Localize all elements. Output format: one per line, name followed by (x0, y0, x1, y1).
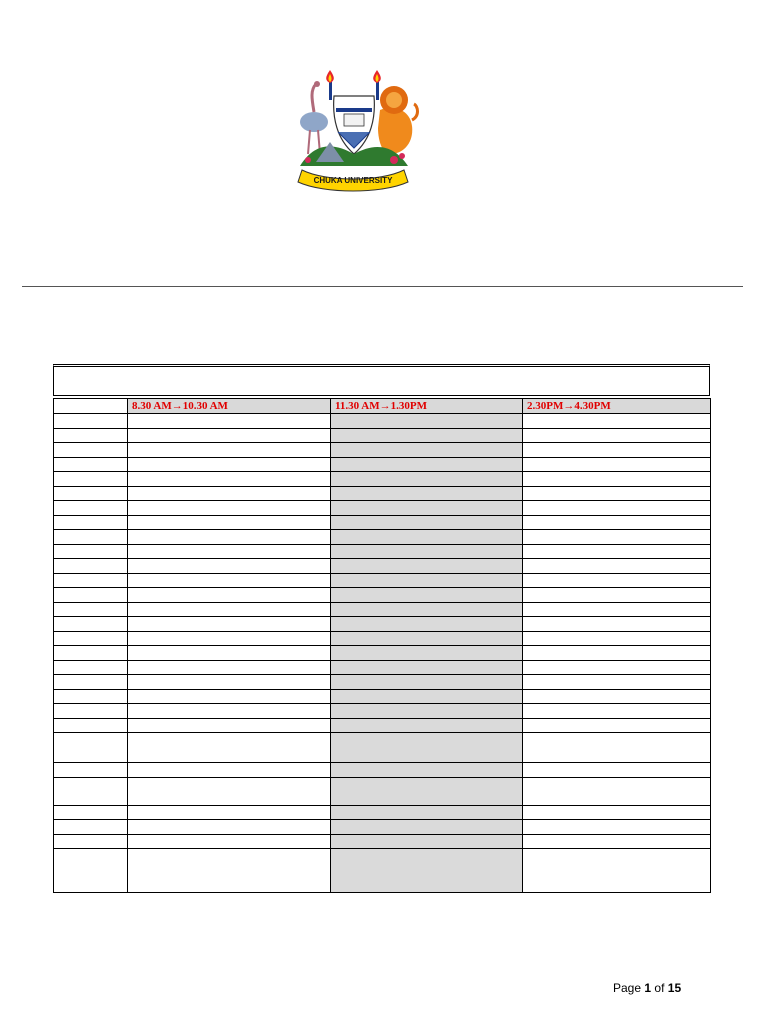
table-cell (523, 486, 711, 501)
table-cell (54, 763, 128, 778)
table-row (54, 457, 711, 472)
table-row (54, 675, 711, 690)
page-number (613, 981, 681, 995)
table-cell (523, 588, 711, 603)
table-cell (523, 763, 711, 778)
timetable-title-row (53, 364, 710, 396)
timetable-body (54, 414, 711, 893)
timetable-header-row (54, 399, 711, 414)
table-cell (331, 631, 523, 646)
table-cell (523, 689, 711, 704)
table-row (54, 849, 711, 893)
table-row (54, 530, 711, 545)
table-cell (128, 820, 331, 835)
table-cell (523, 834, 711, 849)
header-divider (22, 286, 743, 287)
page-current: 1 (644, 981, 652, 995)
table-cell (54, 472, 128, 487)
table-cell (54, 704, 128, 719)
table-row (54, 805, 711, 820)
table-cell (331, 515, 523, 530)
table-cell (54, 428, 128, 443)
table-cell (54, 733, 128, 763)
table-row (54, 414, 711, 429)
table-row (54, 660, 711, 675)
table-cell (331, 457, 523, 472)
table-cell (523, 733, 711, 763)
table-row (54, 573, 711, 588)
table-cell (54, 515, 128, 530)
table-cell (331, 588, 523, 603)
page-of-label: of (654, 981, 665, 995)
chuka-university-crest-logo (286, 70, 420, 192)
table-cell (523, 559, 711, 574)
table-cell (331, 617, 523, 632)
table-cell (523, 805, 711, 820)
column-header-midday-slot: 11.30 AM→1.30PM (331, 399, 523, 414)
table-cell (128, 718, 331, 733)
table-row (54, 544, 711, 559)
table-cell (331, 602, 523, 617)
table-cell (523, 718, 711, 733)
table-cell (128, 573, 331, 588)
table-row (54, 763, 711, 778)
table-row (54, 501, 711, 516)
table-row (54, 588, 711, 603)
table-cell (54, 501, 128, 516)
table-cell (54, 530, 128, 545)
table-row (54, 486, 711, 501)
table-cell (523, 472, 711, 487)
table-cell (128, 617, 331, 632)
table-cell (523, 675, 711, 690)
table-cell (331, 689, 523, 704)
table-cell (54, 617, 128, 632)
column-header-day (54, 399, 128, 414)
table-cell (128, 805, 331, 820)
table-cell (128, 646, 331, 661)
table-cell (331, 443, 523, 458)
table-cell (54, 820, 128, 835)
exam-timetable (53, 364, 710, 412)
table-row (54, 704, 711, 719)
table-cell (523, 530, 711, 545)
table-cell (128, 414, 331, 429)
table-cell (128, 544, 331, 559)
table-cell (523, 428, 711, 443)
table-cell (54, 660, 128, 675)
table-cell (523, 544, 711, 559)
table-cell (128, 777, 331, 805)
table-row (54, 515, 711, 530)
table-cell (54, 443, 128, 458)
table-cell (128, 472, 331, 487)
table-row (54, 617, 711, 632)
table-cell (331, 428, 523, 443)
table-cell (54, 631, 128, 646)
table-cell (331, 530, 523, 545)
table-cell (128, 660, 331, 675)
table-cell (128, 428, 331, 443)
table-row (54, 733, 711, 763)
table-cell (54, 544, 128, 559)
table-cell (523, 573, 711, 588)
table-cell (54, 588, 128, 603)
table-cell (331, 834, 523, 849)
table-cell (54, 689, 128, 704)
table-cell (331, 573, 523, 588)
table-cell (331, 660, 523, 675)
table-row (54, 820, 711, 835)
table-cell (523, 501, 711, 516)
table-cell (331, 472, 523, 487)
table-cell (54, 675, 128, 690)
table-cell (523, 515, 711, 530)
table-cell (54, 457, 128, 472)
table-cell (331, 704, 523, 719)
column-header-morning-slot: 8.30 AM→10.30 AM (128, 399, 331, 414)
table-cell (54, 573, 128, 588)
table-row (54, 834, 711, 849)
table-row (54, 559, 711, 574)
table-cell (128, 763, 331, 778)
table-cell (54, 646, 128, 661)
table-row (54, 443, 711, 458)
page-total: 15 (667, 981, 682, 995)
table-cell (128, 457, 331, 472)
table-cell (128, 559, 331, 574)
table-cell (523, 617, 711, 632)
column-header-afternoon-slot: 2.30PM→4.30PM (523, 399, 711, 414)
table-cell (331, 559, 523, 574)
crest-banner-text: CHUKA UNIVERSITY (313, 176, 393, 185)
table-row (54, 646, 711, 661)
timetable-grid (53, 398, 711, 893)
table-cell (523, 414, 711, 429)
table-cell (331, 486, 523, 501)
table-cell (523, 777, 711, 805)
table-cell (54, 414, 128, 429)
table-cell (128, 530, 331, 545)
table-cell (54, 805, 128, 820)
table-cell (54, 777, 128, 805)
table-cell (128, 486, 331, 501)
table-cell (128, 443, 331, 458)
table-cell (128, 733, 331, 763)
page-label: Page (613, 981, 642, 995)
table-cell (523, 443, 711, 458)
table-row (54, 472, 711, 487)
table-cell (128, 704, 331, 719)
table-row (54, 602, 711, 617)
table-cell (523, 457, 711, 472)
table-cell (331, 544, 523, 559)
table-cell (128, 501, 331, 516)
table-cell (54, 559, 128, 574)
table-cell (54, 602, 128, 617)
table-cell (128, 849, 331, 893)
table-cell (331, 805, 523, 820)
table-row (54, 631, 711, 646)
table-row (54, 777, 711, 805)
table-cell (128, 602, 331, 617)
table-cell (523, 820, 711, 835)
table-cell (128, 515, 331, 530)
table-cell (523, 849, 711, 893)
table-cell (331, 718, 523, 733)
table-cell (331, 646, 523, 661)
table-row (54, 689, 711, 704)
table-cell (54, 834, 128, 849)
table-cell (128, 834, 331, 849)
table-cell (331, 777, 523, 805)
table-row (54, 428, 711, 443)
table-row (54, 718, 711, 733)
table-cell (523, 704, 711, 719)
table-cell (128, 588, 331, 603)
table-cell (523, 602, 711, 617)
table-cell (54, 486, 128, 501)
table-cell (128, 631, 331, 646)
table-cell (128, 675, 331, 690)
table-cell (331, 820, 523, 835)
table-cell (54, 718, 128, 733)
table-cell (331, 763, 523, 778)
table-cell (331, 414, 523, 429)
table-cell (523, 660, 711, 675)
table-cell (331, 501, 523, 516)
table-cell (331, 733, 523, 763)
table-cell (54, 849, 128, 893)
table-cell (523, 646, 711, 661)
table-cell (523, 631, 711, 646)
table-cell (331, 849, 523, 893)
table-cell (128, 689, 331, 704)
table-cell (331, 675, 523, 690)
